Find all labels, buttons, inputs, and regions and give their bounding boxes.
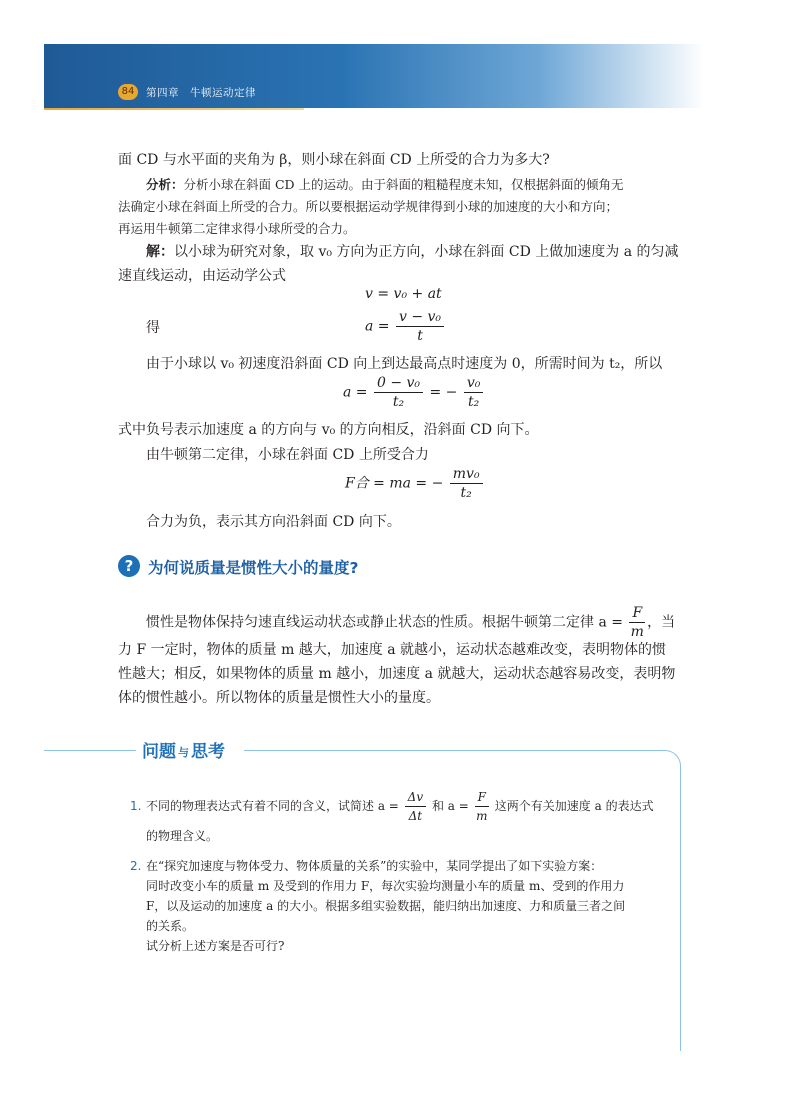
numerator: v₀	[464, 374, 484, 393]
equation-acceleration-value	[343, 374, 485, 411]
equation-net-force	[345, 465, 485, 502]
exercise-line: 的物理含义。	[146, 829, 219, 843]
page-number: 84	[118, 84, 138, 100]
solution-text: 以小球为研究对象，取 v₀ 方向为正方向，小球在斜面 CD 上做加速度为 a 的匀减	[174, 244, 679, 260]
fraction	[396, 308, 444, 345]
fraction	[464, 374, 484, 411]
eq-lhs: F合 = ma = −	[345, 475, 444, 492]
header-accent-line	[44, 108, 304, 110]
think-title-yu: 与	[178, 746, 189, 759]
eq-lhs: a =	[365, 318, 390, 335]
paragraph-tail: ，当	[647, 614, 676, 631]
chapter-title: 第四章 牛顿运动定律	[146, 87, 256, 99]
fraction	[374, 374, 423, 411]
analysis-line: 再运用牛顿第二定律求得小球所受的合力。	[118, 221, 356, 236]
exercise-line: 在“探究加速度与物体受力、物体质量的关系”的实验中，某同学提出了如下实验方案：	[146, 859, 603, 873]
text-line: 由牛顿第二定律，小球在斜面 CD 上所受合力	[146, 447, 429, 463]
numerator: v − v₀	[396, 308, 444, 327]
exercise-text: 不同的物理表达式有着不同的含义，试简述 a =	[146, 799, 399, 813]
divider	[44, 750, 136, 751]
equation-velocity: v = v₀ + at	[365, 286, 442, 302]
exercise-line: 同时改变小车的质量 m 及受到的作用力 F，每次实验均测量小车的质量 m、受到的作用力	[146, 879, 625, 893]
denominator: m	[630, 624, 644, 640]
denominator: t₂	[460, 485, 472, 501]
text-line: 合力为负，表示其方向沿斜面 CD 向下。	[146, 514, 401, 530]
think-title	[142, 737, 225, 762]
exercise-line: 试分析上述方案是否可行?	[146, 939, 285, 953]
numerator: Δv	[405, 788, 426, 807]
denominator: m	[476, 809, 488, 823]
exercise-line: 的关系。	[146, 919, 195, 933]
numerator: F	[629, 604, 645, 623]
exercise-number: 2.	[130, 859, 142, 873]
solution-line: 速直线运动，由运动学公式	[118, 268, 286, 284]
eq-mid: = −	[429, 384, 458, 401]
divider	[244, 750, 664, 751]
denominator: t₂	[468, 394, 480, 410]
section-title: 为何说质量是惯性大小的量度?	[148, 559, 359, 577]
numerator: F	[475, 788, 489, 807]
solution-line	[146, 240, 679, 264]
text-de: 得	[146, 320, 160, 336]
fraction	[475, 788, 489, 825]
fraction	[629, 604, 645, 641]
numerator: mv₀	[450, 465, 483, 484]
eq-lhs: a =	[343, 384, 368, 401]
fraction	[405, 788, 426, 825]
think-title-a: 问题	[142, 742, 176, 762]
denominator: t	[417, 328, 423, 344]
exercise-line: F，以及运动的加速度 a 的大小。根据多组实验数据，能归纳出加速度、力和质量三者之间	[146, 899, 626, 913]
paragraph-text: 惯性是物体保持匀速直线运动状态或静止状态的性质。根据牛顿第二定律 a =	[146, 614, 623, 631]
text-line: 式中负号表示加速度 a 的方向与 v₀ 的方向相反，沿斜面 CD 向下。	[118, 422, 539, 438]
paragraph-line: 性越大；相反，如果物体的质量 m 越小，加速度 a 就越大，运动状态越容易改变，表明物	[118, 666, 676, 682]
numerator: 0 − v₀	[374, 374, 423, 393]
exercise-line	[146, 788, 654, 825]
paragraph-line: 力 F 一定时，物体的质量 m 越大，加速度 a 就越小，运动状态越难改变，表明物体的惯	[118, 642, 667, 658]
exercise-text: 和 a =	[431, 799, 469, 813]
paragraph-line: 体的惯性越小。所以物体的质量是惯性大小的量度。	[118, 690, 440, 706]
denominator: Δt	[408, 809, 423, 823]
analysis-text: 分析小球在斜面 CD 上的运动。由于斜面的粗糙程度未知，仅根据斜面的倾角无	[183, 177, 624, 192]
paragraph-line	[146, 604, 675, 641]
question-icon: ?	[118, 555, 140, 577]
exercise-text: 这两个有关加速度 a 的表达式	[494, 799, 654, 813]
analysis-label: 分析：	[146, 177, 184, 192]
box-border	[664, 750, 681, 1051]
denominator: t₂	[392, 394, 405, 410]
chapter-header-band	[44, 44, 704, 108]
solution-label: 解：	[146, 244, 174, 260]
text-line: 面 CD 与水平面的夹角为 β，则小球在斜面 CD 上所受的合力为多大?	[118, 152, 550, 168]
think-title-b: 思考	[191, 742, 225, 762]
analysis-line	[146, 174, 624, 196]
text-line: 由于小球以 v₀ 初速度沿斜面 CD 向上到达最高点时速度为 0，所需时间为 t₂，所以	[146, 356, 663, 372]
fraction	[450, 465, 483, 502]
analysis-line: 法确定小球在斜面上所受的合力。所以要根据运动学规律得到小球的加速度的大小和方向；	[118, 199, 619, 214]
equation-acceleration	[365, 308, 446, 345]
exercise-number: 1.	[130, 799, 142, 813]
